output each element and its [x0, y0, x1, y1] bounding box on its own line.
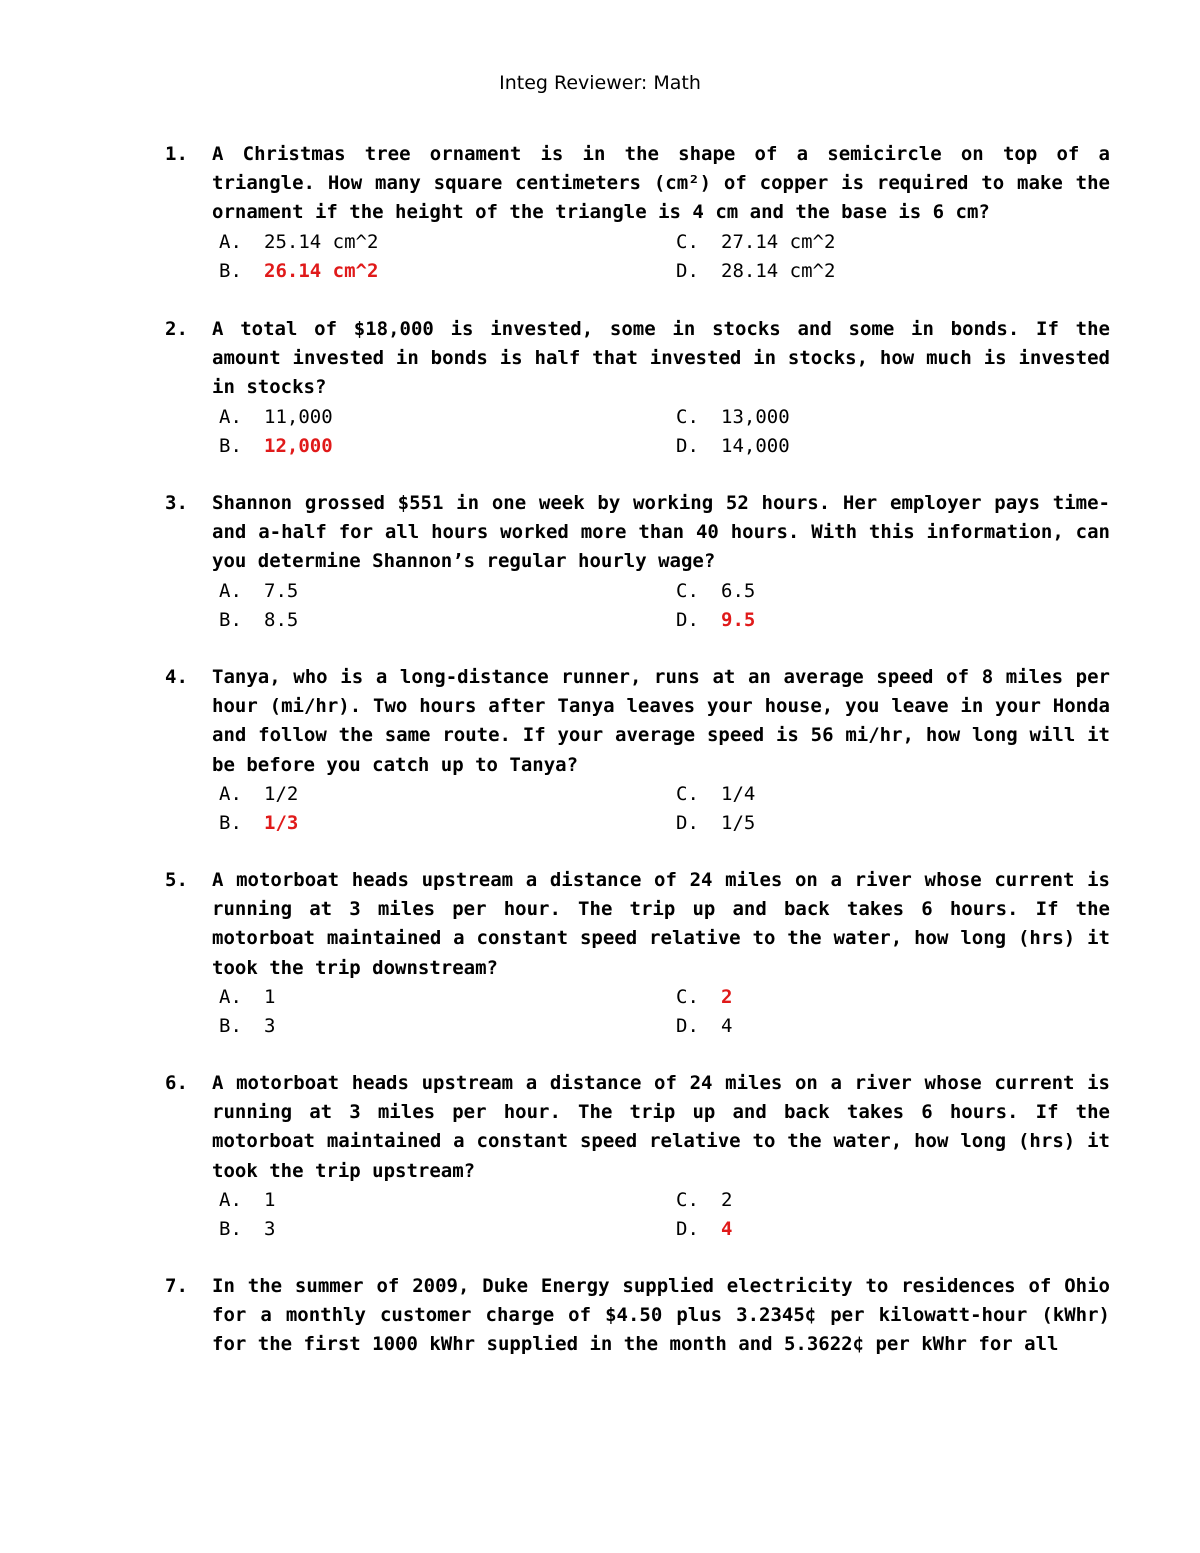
question-number: 2.: [165, 318, 188, 340]
question-number: 1.: [165, 143, 188, 165]
choice-a: A. 25.14 cm^2: [219, 230, 379, 253]
question-text: A motorboat heads upstream a distance of 24 miles on a river whose current is running at 3 miles per hour. The trip up and back takes 6 hours. If the motorboat maintained a constant speed relative to the water, how long (hrs) it took the trip downstream?: [212, 869, 1110, 979]
question-2: [165, 315, 1115, 461]
choice-d: D. 14,000: [676, 434, 790, 457]
question-5: [165, 866, 1115, 1041]
choice-c: C. 6.5: [676, 579, 756, 602]
question-number: 5.: [165, 869, 188, 891]
choice-c: C. 2: [676, 985, 733, 1008]
question-7: [165, 1272, 1115, 1360]
choice-list: [219, 983, 1115, 1041]
question-number: 6.: [165, 1072, 188, 1094]
choice-b: B. 3: [219, 1014, 276, 1037]
choice-a: A. 7.5: [219, 579, 299, 602]
choice-b: B. 12,000: [219, 434, 333, 457]
choice-b: B. 26.14 cm^2: [219, 259, 379, 282]
question-number: 7.: [165, 1275, 188, 1297]
choice-a: A. 11,000: [219, 405, 333, 428]
choice-a: A. 1/2: [219, 782, 299, 805]
choice-a: A. 1: [219, 985, 276, 1008]
choice-d: D. 4: [676, 1217, 733, 1240]
choice-list: [219, 403, 1115, 461]
choice-list: [219, 577, 1115, 635]
question-text: A Christmas tree ornament is in the shape of a semicircle on top of a triangle. How many square centimeters (cm²) of copper is required to make the ornament if the height of the triangle is 4 cm and the base is 6 cm?: [212, 143, 1110, 224]
question-3: [165, 489, 1115, 635]
question-text: A motorboat heads upstream a distance of 24 miles on a river whose current is running at 3 miles per hour. The trip up and back takes 6 hours. If the motorboat maintained a constant speed relative to the water, how long (hrs) it took the trip upstream?: [212, 1072, 1110, 1182]
question-6: [165, 1069, 1115, 1244]
question-number: 4.: [165, 666, 188, 688]
choice-d: D. 28.14 cm^2: [676, 259, 836, 282]
choice-b: B. 8.5: [219, 608, 299, 631]
question-text: A total of $18,000 is invested, some in stocks and some in bonds. If the amount invested in bonds is half that invested in stocks, how much is invested in stocks?: [212, 318, 1110, 399]
page-header: Integ Reviewer: Math: [499, 72, 701, 94]
choice-c: C. 13,000: [676, 405, 790, 428]
choice-list: [219, 228, 1115, 286]
choice-list: [219, 780, 1115, 838]
choice-list: [219, 1186, 1115, 1244]
question-1: [165, 140, 1115, 286]
question-4: [165, 663, 1115, 838]
question-text: Shannon grossed $551 in one week by working 52 hours. Her employer pays time-and a-half for all hours worked more than 40 hours. With this information, can you determine Shannon’s regular hourly wage?: [212, 492, 1110, 573]
choice-c: C. 27.14 cm^2: [676, 230, 836, 253]
choice-b: B. 3: [219, 1217, 276, 1240]
question-text: In the summer of 2009, Duke Energy supplied electricity to residences of Ohio for a monthly customer charge of $4.50 plus 3.2345¢ per kilowatt-hour (kWhr) for the first 1000 kWhr supplied in the month and 5.3622¢ per kWhr for all: [212, 1275, 1110, 1356]
question-number: 3.: [165, 492, 188, 514]
choice-c: C. 2: [676, 1188, 733, 1211]
choice-b: B. 1/3: [219, 811, 299, 834]
choice-d: D. 9.5: [676, 608, 756, 631]
choice-c: C. 1/4: [676, 782, 756, 805]
question-text: Tanya, who is a long-distance runner, runs at an average speed of 8 miles per hour (mi/hr). Two hours after Tanya leaves your house, you leave in your Honda and follow the same route. If your average speed is 56 mi/hr, how long will it be before you catch up to Tanya?: [212, 666, 1110, 776]
choice-d: D. 4: [676, 1014, 733, 1037]
choice-d: D. 1/5: [676, 811, 756, 834]
choice-a: A. 1: [219, 1188, 276, 1211]
